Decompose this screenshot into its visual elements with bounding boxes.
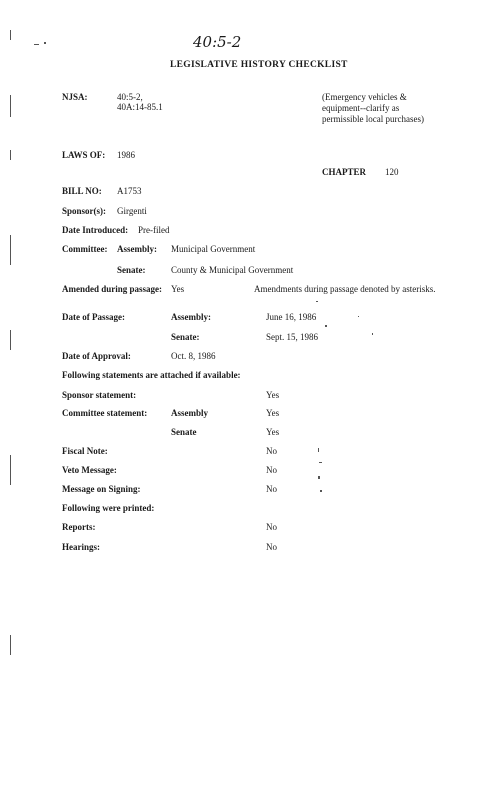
scan-speck bbox=[318, 476, 320, 479]
amended-value: Yes bbox=[171, 284, 185, 294]
message-signing-label: Message on Signing: bbox=[62, 484, 141, 494]
committee-statement-label: Committee statement: bbox=[62, 408, 148, 418]
printed-header: Following were printed: bbox=[62, 503, 155, 513]
scan-mark bbox=[10, 635, 11, 655]
fiscal-note-value: No bbox=[266, 446, 277, 456]
passage-assembly-label: Assembly: bbox=[171, 312, 211, 322]
handwritten-note: 40:5-2 bbox=[193, 33, 242, 51]
scan-mark bbox=[44, 42, 46, 44]
sponsor-statement-label: Sponsor statement: bbox=[62, 390, 137, 400]
scan-speck bbox=[358, 316, 359, 317]
scan-mark bbox=[10, 150, 11, 160]
scan-speck bbox=[318, 448, 319, 452]
scan-mark bbox=[10, 330, 11, 350]
passage-assembly-value: June 16, 1986 bbox=[266, 312, 317, 322]
committee-assembly-label: Assembly: bbox=[117, 244, 157, 254]
scan-speck bbox=[316, 301, 318, 302]
chapter-label: CHAPTER bbox=[322, 167, 367, 177]
scan-mark bbox=[34, 44, 39, 45]
laws-of-value: 1986 bbox=[117, 150, 135, 160]
njsa-line2: 40A:14-85.1 bbox=[117, 102, 163, 112]
amended-label: Amended during passage: bbox=[62, 284, 163, 294]
committee-statement-senate-value: Yes bbox=[266, 427, 280, 437]
sponsor-label: Sponsor(s): bbox=[62, 206, 107, 216]
committee-senate-value: County & Municipal Government bbox=[171, 265, 294, 275]
njsa-description: (Emergency vehicles & equipment--clarify as permissible local purchases) bbox=[322, 92, 424, 124]
scan-speck bbox=[372, 333, 373, 335]
reports-label: Reports: bbox=[62, 522, 96, 532]
sponsor-value: Girgenti bbox=[117, 206, 147, 216]
date-introduced-label: Date Introduced: bbox=[62, 225, 129, 235]
statements-header: Following statements are attached if available: bbox=[62, 370, 241, 380]
committee-statement-assembly-label: Assembly bbox=[171, 408, 209, 418]
committee-label: Committee: bbox=[62, 244, 108, 254]
passage-label: Date of Passage: bbox=[62, 312, 125, 322]
approval-label: Date of Approval: bbox=[62, 351, 131, 361]
passage-senate-label: Senate: bbox=[171, 332, 200, 342]
committee-statement-assembly-value: Yes bbox=[266, 408, 280, 418]
amended-note: Amendments during passage denoted by asterisks. bbox=[254, 284, 436, 294]
committee-statement-senate-label: Senate bbox=[171, 427, 197, 437]
scan-mark bbox=[10, 30, 11, 40]
scan-mark bbox=[10, 95, 11, 117]
hearings-value: No bbox=[266, 542, 277, 552]
scan-speck bbox=[320, 490, 322, 492]
committee-assembly-value: Municipal Government bbox=[171, 244, 256, 254]
reports-value: No bbox=[266, 522, 277, 532]
laws-of-label: LAWS OF: bbox=[62, 150, 106, 160]
veto-message-label: Veto Message: bbox=[62, 465, 117, 475]
veto-message-value: No bbox=[266, 465, 277, 475]
committee-senate-label: Senate: bbox=[117, 265, 146, 275]
njsa-line1: 40:5-2, bbox=[117, 92, 143, 102]
njsa-label: NJSA: bbox=[62, 92, 88, 102]
approval-value: Oct. 8, 1986 bbox=[171, 351, 216, 361]
scan-mark bbox=[10, 235, 11, 265]
scan-speck bbox=[319, 462, 322, 463]
chapter-value: 120 bbox=[385, 167, 399, 177]
passage-senate-value: Sept. 15, 1986 bbox=[266, 332, 319, 342]
message-signing-value: No bbox=[266, 484, 277, 494]
scan-speck bbox=[325, 325, 327, 327]
page-title: LEGISLATIVE HISTORY CHECKLIST bbox=[170, 60, 348, 70]
scan-mark bbox=[10, 455, 11, 485]
date-introduced-value: Pre-filed bbox=[138, 225, 170, 235]
bill-no-label: BILL NO: bbox=[62, 186, 102, 196]
sponsor-statement-value: Yes bbox=[266, 390, 280, 400]
fiscal-note-label: Fiscal Note: bbox=[62, 446, 108, 456]
bill-no-value: A1753 bbox=[117, 186, 142, 196]
hearings-label: Hearings: bbox=[62, 542, 100, 552]
